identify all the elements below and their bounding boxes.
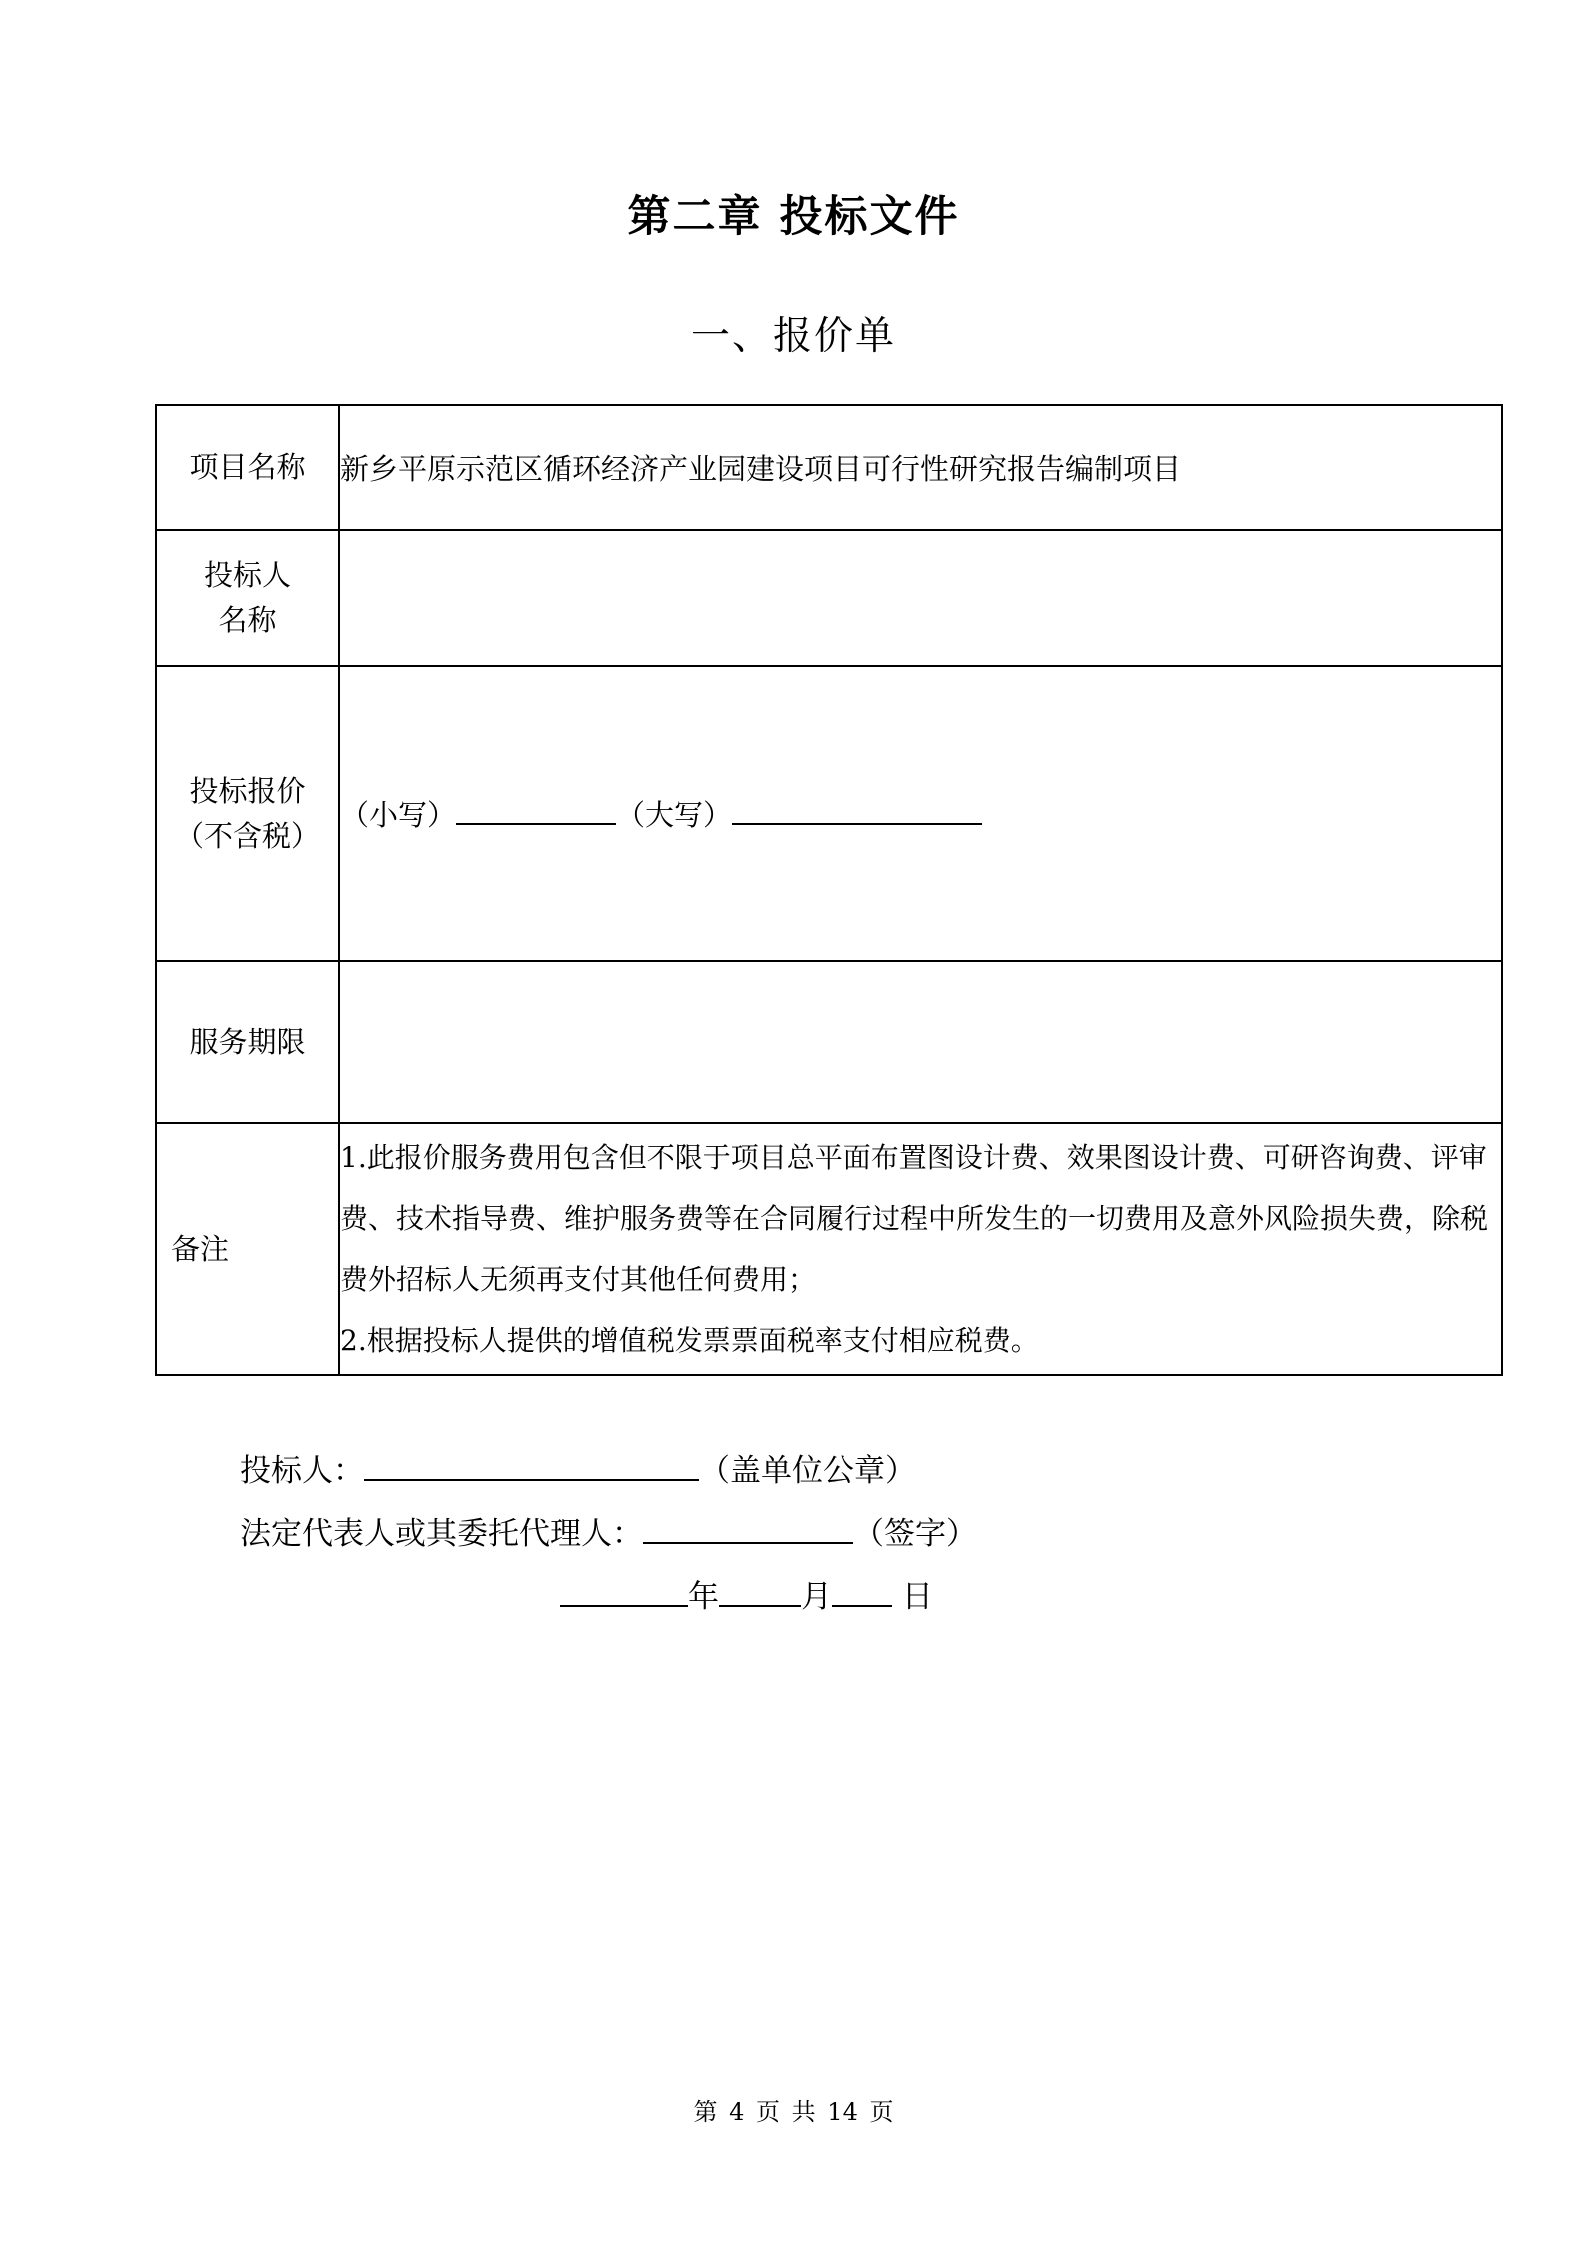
date-line xyxy=(240,1566,977,1629)
bidder-name-label-line2: 名称 xyxy=(218,603,277,637)
bid-price-label-line2: （不含税） xyxy=(174,818,320,853)
table-row-bid-price xyxy=(156,666,1502,961)
bidder-name-label-line1: 投标人 xyxy=(203,558,291,593)
notes-label: 备注 xyxy=(156,1123,339,1375)
service-period-field[interactable] xyxy=(339,961,1502,1123)
bid-price-value xyxy=(339,666,1502,961)
representative-signature-blank[interactable] xyxy=(643,1512,853,1544)
bid-price-label xyxy=(156,666,339,961)
bidder-seal-note: （盖单位公章） xyxy=(699,1453,916,1489)
bidder-signature-label: 投标人： xyxy=(240,1453,364,1489)
year-label: 年 xyxy=(688,1579,719,1615)
bidder-signature-line xyxy=(240,1440,977,1503)
table-row-notes xyxy=(156,1123,1502,1375)
table-row-bidder-name xyxy=(156,530,1502,666)
bidder-signature-blank[interactable] xyxy=(364,1449,699,1481)
month-blank[interactable] xyxy=(719,1575,801,1607)
year-blank[interactable] xyxy=(560,1575,688,1607)
note-item-1: 1.此报价服务费用包含但不限于项目总平面布置图设计费、效果图设计费、可研咨询费、评审费、技术指导费、维护服务费等在合同履行过程中所发生的一切费用及意外风险损失费，除税费外招标人无须再支付其他任何费用； xyxy=(340,1141,1489,1296)
signature-block xyxy=(240,1440,977,1629)
representative-sign-note: （签字） xyxy=(853,1516,977,1552)
representative-signature-line xyxy=(240,1503,977,1566)
bid-price-label-line1: 投标报价 xyxy=(189,773,306,808)
bidder-name-field[interactable] xyxy=(339,530,1502,666)
price-lowercase-label: （小写） xyxy=(340,798,457,832)
day-blank[interactable] xyxy=(832,1575,892,1607)
quotation-table xyxy=(155,404,1503,1376)
price-uppercase-blank[interactable] xyxy=(732,793,982,825)
representative-label: 法定代表人或其委托代理人： xyxy=(240,1516,643,1552)
section-title: 一、报价单 xyxy=(690,314,896,359)
page-footer: 第 4 页 共 14 页 xyxy=(693,2098,894,2126)
project-name-label: 项目名称 xyxy=(156,405,339,530)
table-row-project-name xyxy=(156,405,1502,530)
month-label: 月 xyxy=(801,1579,832,1615)
day-label: 日 xyxy=(892,1579,933,1615)
notes-content xyxy=(339,1123,1502,1375)
table-row-service-period xyxy=(156,961,1502,1123)
bidder-name-label xyxy=(156,530,339,666)
chapter-title: 第二章 投标文件 xyxy=(627,192,960,242)
price-lowercase-blank[interactable] xyxy=(456,793,616,825)
price-uppercase-label: （大写） xyxy=(616,798,733,832)
project-name-value: 新乡平原示范区循环经济产业园建设项目可行性研究报告编制项目 xyxy=(339,405,1502,530)
note-item-2: 2.根据投标人提供的增值税发票票面税率支付相应税费。 xyxy=(340,1324,1039,1357)
service-period-label: 服务期限 xyxy=(156,961,339,1123)
